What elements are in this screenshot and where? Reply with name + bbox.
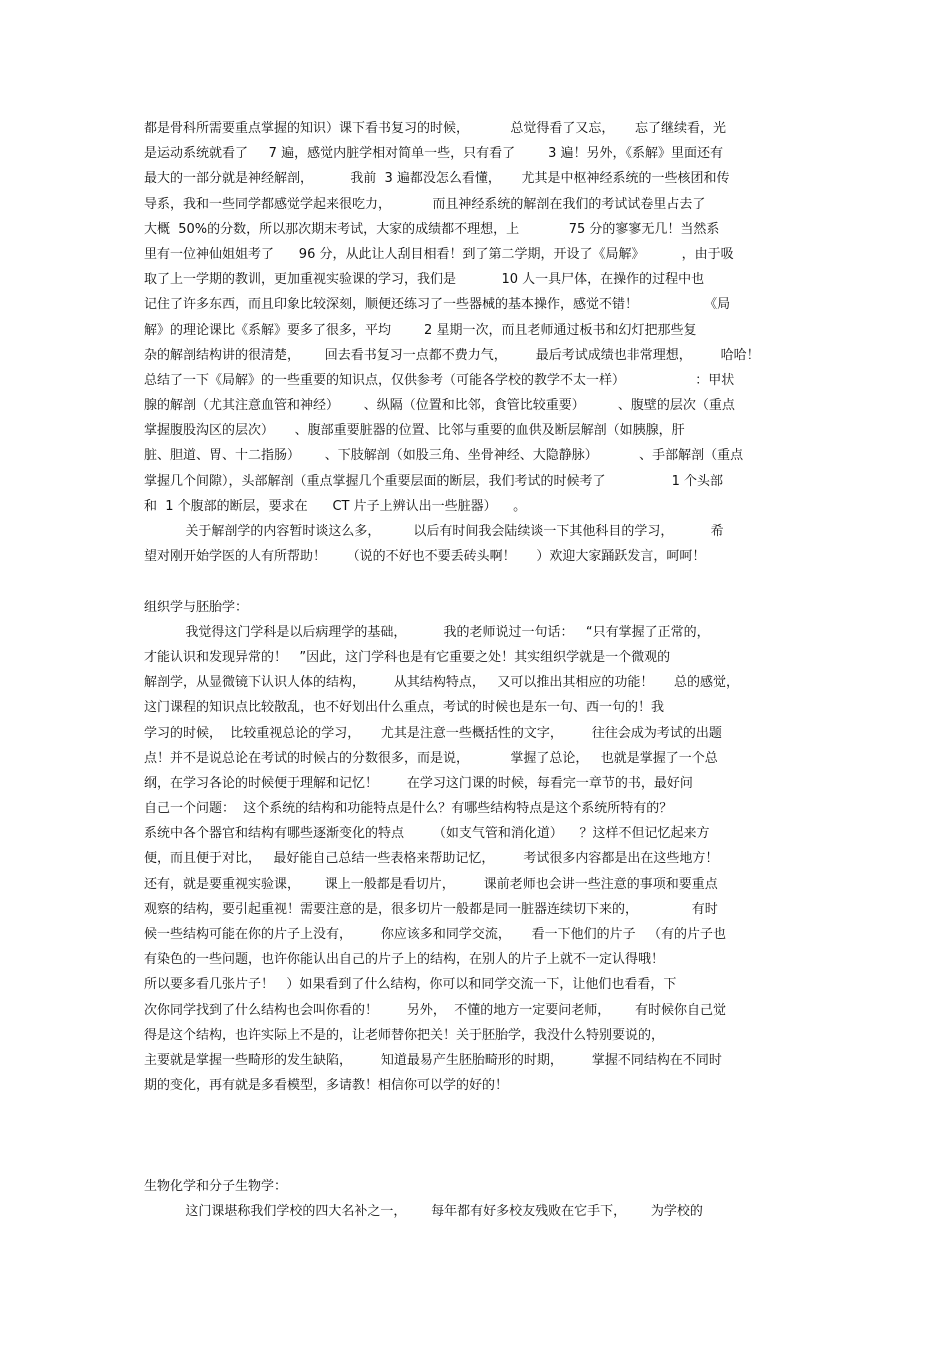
text-line: 所以要多看几张片子！ ）如果看到了什么结构，你可以和同学交流一下，让他们也看看，下 bbox=[144, 977, 677, 993]
text-line: 是运动系统就看了 7 遍，感觉内脏学相对简单一些，只有看了 3 遍！另外，《系解》里面还有 bbox=[144, 146, 724, 162]
text-line: 期的变化，再有就是多看模型，多请教！相信你可以学的好的！ bbox=[144, 1078, 509, 1094]
text-line: 掌握腹股沟区的层次） 、腹部重要脏器的位置、比邻与重要的血供及断层解剖（如胰腺，肝 bbox=[144, 423, 685, 439]
text-line: 望对刚开始学医的人有所帮助！ （说的不好也不要丢砖头啊！ ）欢迎大家踊跃发言，呵呵！ bbox=[144, 549, 706, 565]
text-line: 还有，就是要重视实验课， 课上一般都是看切片， 课前老师也会讲一些注意的事项和要重点 bbox=[144, 876, 718, 892]
text-line: 大概 50%的分数，所以那次期末考试，大家的成绩都不理想，上 75 分的寥寥无几！当然系 bbox=[144, 221, 720, 237]
text-line: 便，而且便于对比， 最好能自己总结一些表格来帮助记忆， 考试很多内容都是出在这些地方！ bbox=[144, 851, 719, 867]
biochem-section bbox=[144, 1174, 808, 1224]
paragraph-gap bbox=[144, 569, 808, 594]
text-line: 次你同学找到了什么结构也会叫你看的！ 另外， 不懂的地方一定要问老师， 有时候你自己觉 bbox=[144, 1002, 726, 1018]
paragraph-gap bbox=[144, 1098, 808, 1174]
text-line: 观察的结构，要引起重视！需要注意的是，很多切片一般都是同一脏器连续切下来的， 有时 bbox=[144, 901, 718, 917]
text-line: 我觉得这门学科是以后病理学的基础， 我的老师说过一句话： “只有掌握了正常的， bbox=[144, 624, 710, 640]
text-line: 关于解剖学的内容暂时谈这么多， 以后有时间我会陆续谈一下其他科目的学习， 希 bbox=[144, 524, 724, 539]
text-line: 候一些结构可能在你的片子上没有， 你应该多和同学交流， 看一下他们的片子 （有的片子也 bbox=[144, 927, 726, 942]
text-line: 主要就是掌握一些畸形的发生缺陷， 知道最易产生胚胎畸形的时期， 掌握不同结构在不同时 bbox=[144, 1052, 722, 1068]
text-line: 纲，在学习各论的时候便于理解和记忆！ 在学习这门课的时候，每看完一章节的书，最好问 bbox=[144, 775, 693, 791]
histology-section bbox=[144, 595, 808, 1099]
text-line: 得是这个结构，也许实际上不是的，让老师替你把关！关于胚胎学，我没什么特别要说的， bbox=[144, 1027, 665, 1043]
text-line: 总结了一下《局解》的一些重要的知识点，仅供参考（可能各学校的教学不太一样） ：甲状 bbox=[144, 372, 735, 388]
text-line: 点！并不是说总论在考试的时候占的分数很多，而是说， 掌握了总论， 也就是掌握了一个总 bbox=[144, 750, 718, 766]
text-line: 杂的解剖结构讲的很清楚， 回去看书复习一点都不费力气， 最后考试成绩也非常理想， 哈哈！ bbox=[144, 347, 760, 363]
text-line: 掌握几个间隙），头部解剖（重点掌握几个重要层面的断层，我们考试的时候考了 1 个头部 bbox=[144, 473, 724, 489]
text-line: 解剖学，从显微镜下认识人体的结构， 从其结构特点， 又可以推出其相应的功能！ 总的感觉， bbox=[144, 675, 739, 691]
section-heading: 生物化学和分子生物学： bbox=[144, 1178, 288, 1194]
text-line: 和 1 个腹部的断层，要求在 CT 片子上辨认出一些脏器） 。 bbox=[144, 498, 527, 514]
text-line: 系统中各个器官和结构有哪些逐渐变化的特点 （如支气管和消化道） ？这样不但记忆起来方 bbox=[144, 826, 710, 842]
text-line: 都是骨科所需要重点掌握的知识）课下看书复习的时候， 总觉得看了又忘， 忘了继续看，光 bbox=[144, 121, 726, 136]
text-line: 解》的理论课比《系解》要多了很多，平均 2 星期一次，而且老师通过板书和幻灯把那些复 bbox=[144, 322, 697, 338]
text-line: 有染色的一些问题，也许你能认出自己的片子上的结构，在别人的片子上就不一定认得哦！ bbox=[144, 952, 665, 968]
text-line: 最大的一部分就是神经解剖， 我前 3 遍都没怎么看懂， 尤其是中枢神经系统的一些核团和传 bbox=[144, 171, 730, 187]
text-line: 才能认识和发现异常的！ ”因此，这门学科也是有它重要之处！其实组织学就是一个微观的 bbox=[144, 649, 671, 665]
text-line: 这门课程的知识点比较散乱，也不好划出什么重点，考试的时候也是东一句、西一句的！我 bbox=[144, 700, 665, 716]
text-line: 自己一个问题： 这个系统的结构和功能特点是什么？有哪些结构特点是这个系统所特有的？ bbox=[144, 801, 673, 817]
section-heading: 组织学与胚胎学： bbox=[144, 599, 249, 615]
text-line: 导系，我和一些同学都感觉学起来很吃力， 而且神经系统的解剖在我们的考试试卷里占去了 bbox=[144, 196, 706, 212]
text-line: 取了上一学期的教训，更加重视实验课的学习，我们是 10 人一具尸体，在操作的过程中也 bbox=[144, 272, 705, 288]
anatomy-section bbox=[144, 116, 808, 569]
text-line: 这门课堪称我们学校的四大名补之一， 每年都有好多校友残败在它手下， 为学校的 bbox=[144, 1204, 703, 1220]
document-body bbox=[144, 116, 808, 1224]
text-line: 脏、胆道、胃、十二指肠） 、下肢解剖（如股三角、坐骨神经、大隐静脉） 、手部解剖（重点 bbox=[144, 448, 744, 464]
text-line: 里有一位神仙姐姐考了 96 分，从此让人刮目相看！到了第二学期，开设了《局解》 ，由于吸 bbox=[144, 246, 734, 262]
text-line: 学习的时候， 比较重视总论的学习， 尤其是注意一些概括性的文字， 往往会成为考试的出题 bbox=[144, 725, 722, 741]
text-line: 腺的解剖（尤其注意血管和神经） 、纵隔（位置和比邻，食管比较重要） 、腹壁的层次（重点 bbox=[144, 398, 735, 414]
text-line: 记住了许多东西，而且印象比较深刻，顺便还练习了一些器械的基本操作，感觉不错！ 《局 bbox=[144, 297, 731, 313]
